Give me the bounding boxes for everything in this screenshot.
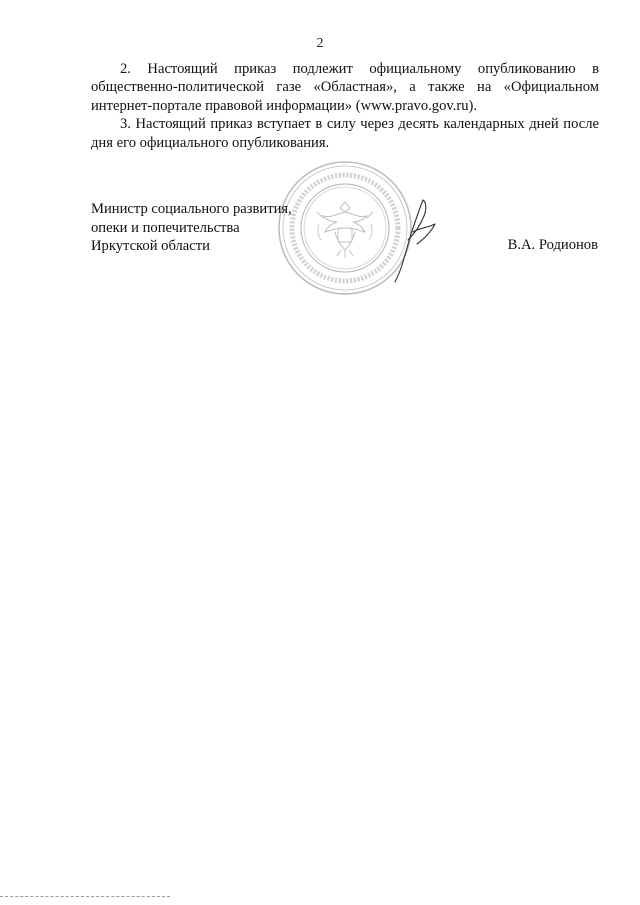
handwritten-signature-icon <box>385 196 445 286</box>
document-body <box>91 60 599 152</box>
paragraph-publication: 2. Настоящий приказ подлежит официальному опубликованию в общественно-политической газе «Областная», а также на «Официальном интернет-портале правовой информации» (www.pravo.gov.ru). <box>91 61 599 114</box>
position-line: Министр социального развития, <box>91 201 292 217</box>
page-number: 2 <box>316 36 324 51</box>
footer-divider <box>0 896 170 897</box>
paragraph-effective-date: 3. Настоящий приказ вступает в силу через десять календарных дней после дня его официального опубликования. <box>91 116 599 151</box>
position-line: опеки и попечительства <box>91 219 240 236</box>
position-line: Иркутской области <box>91 238 210 254</box>
signatory-position <box>91 200 292 256</box>
signatory-name: В.А. Родионов <box>507 237 598 253</box>
